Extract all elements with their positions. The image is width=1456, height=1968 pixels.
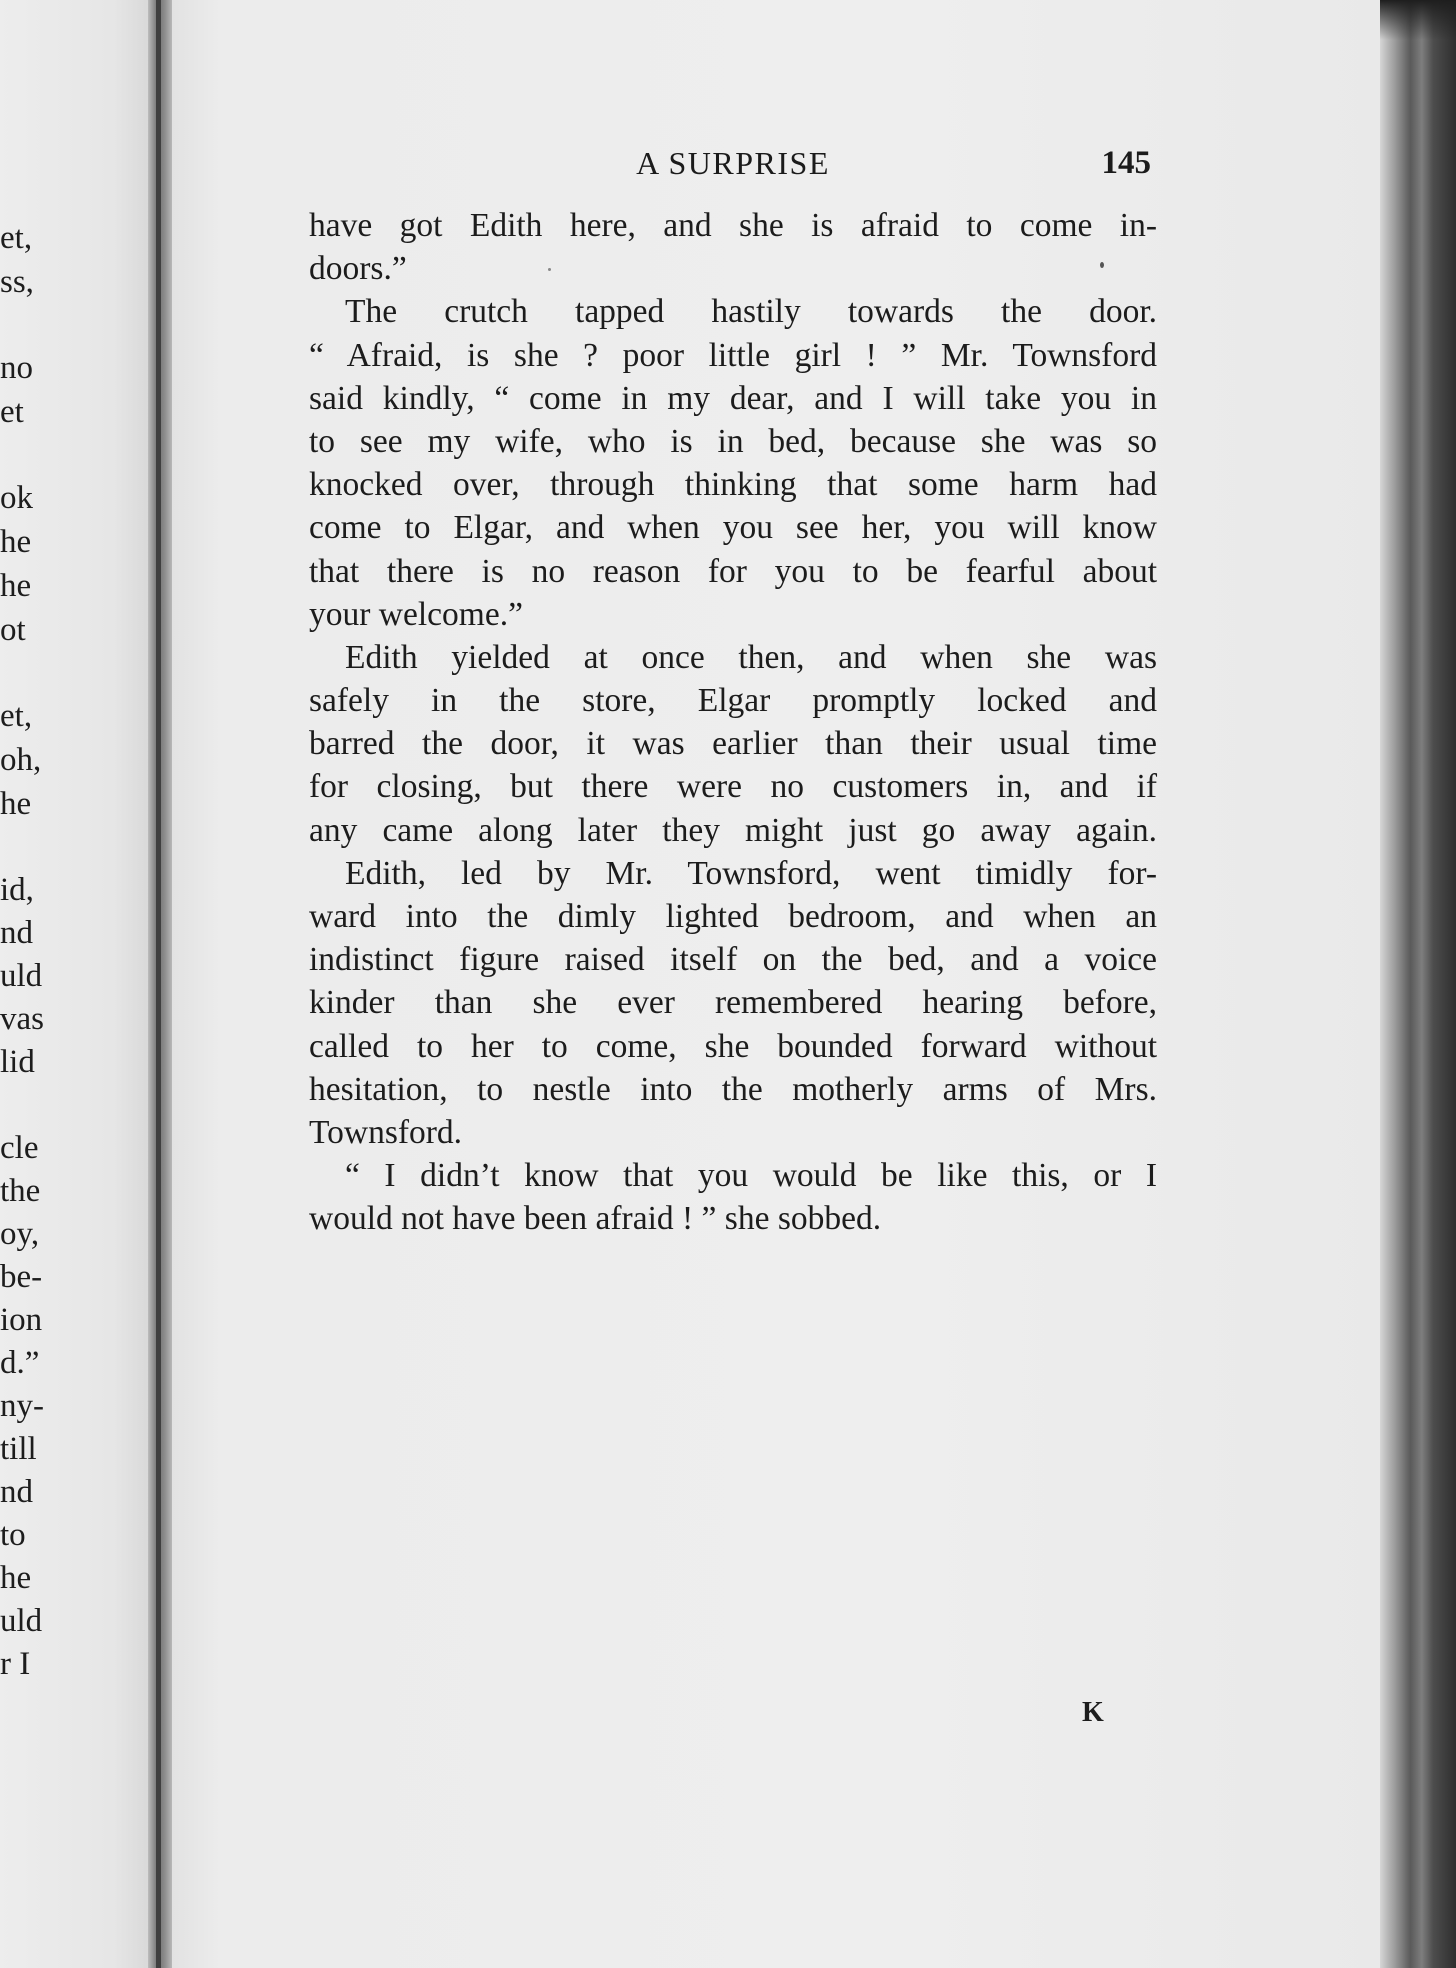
- text-line: The crutch tapped hastily towards the door.: [345, 293, 1157, 331]
- left-fragment: d.”: [0, 1345, 40, 1381]
- text-line: for closing, but there were no customers in, and if: [309, 768, 1157, 806]
- left-fragment: ny-: [0, 1388, 44, 1424]
- print-speck: [1100, 262, 1104, 268]
- text-line: barred the door, it was earlier than their usual time: [309, 725, 1157, 763]
- text-line: Edith yielded at once then, and when she was: [345, 638, 1157, 676]
- text-line: have got Edith here, and she is afraid to come in-: [309, 207, 1157, 244]
- body-text: [309, 204, 1157, 1241]
- left-fragment: no: [0, 350, 33, 386]
- left-fragment: uld: [0, 1603, 43, 1639]
- text-line: “ Afraid, is she ? poor little girl ! ” Mr. Townsford: [309, 336, 1157, 374]
- page-fold-edge: [156, 0, 161, 1968]
- text-line: Edith, led by Mr. Townsford, went timidly for-: [345, 854, 1157, 892]
- text-line: said kindly, “ come in my dear, and I will take you in: [309, 379, 1157, 417]
- left-fragment: id,: [0, 872, 34, 908]
- left-fragment: to: [0, 1517, 26, 1553]
- text-line: knocked over, through thinking that some harm had: [309, 466, 1157, 504]
- text-line: Townsford.: [309, 1113, 463, 1151]
- left-fragment: uld: [0, 958, 43, 994]
- left-fragment: lid: [0, 1044, 35, 1080]
- text-line: indistinct figure raised itself on the bed, and a voice: [309, 941, 1157, 979]
- left-fragment: ot: [0, 612, 26, 648]
- left-fragment: he: [0, 786, 32, 822]
- left-fragment: he: [0, 524, 32, 560]
- previous-page-edge: [0, 0, 162, 1968]
- left-fragment: et,: [0, 220, 33, 256]
- left-fragment: he: [0, 568, 32, 604]
- left-fragment: ss,: [0, 264, 34, 300]
- left-fragment: till: [0, 1431, 37, 1467]
- left-fragment: the: [0, 1173, 41, 1209]
- left-fragment: ion: [0, 1302, 43, 1338]
- text-line: kinder than she ever remembered hearing before,: [309, 984, 1157, 1022]
- print-speck: [548, 268, 551, 271]
- left-fragment: ok: [0, 480, 33, 516]
- left-fragment: vas: [0, 1001, 44, 1037]
- text-line: hesitation, to nestle into the motherly arms of Mrs.: [309, 1070, 1157, 1108]
- left-fragment: oh,: [0, 742, 42, 778]
- text-line: would not have been afraid ! ” she sobbed.: [309, 1200, 882, 1238]
- left-fragment: nd: [0, 915, 33, 951]
- text-line: “ I didn’t know that you would be like this, or I: [345, 1157, 1157, 1195]
- left-fragment: oy,: [0, 1216, 40, 1252]
- running-head: [309, 145, 1157, 185]
- text-line: called to her to come, she bounded forward without: [309, 1027, 1157, 1065]
- left-fragment: et,: [0, 698, 33, 734]
- book-cover-corner: [1380, 0, 1456, 40]
- text-line: doors.”: [309, 250, 407, 288]
- text-line: safely in the store, Elgar promptly locked and: [309, 682, 1157, 720]
- left-fragment: cle: [0, 1130, 39, 1166]
- left-fragment: nd: [0, 1474, 33, 1510]
- book-page-block-edge: [1380, 0, 1456, 1968]
- left-fragment: be-: [0, 1259, 43, 1295]
- left-fragment: he: [0, 1560, 32, 1596]
- text-line: your welcome.”: [309, 595, 523, 633]
- running-title: A SURPRISE: [636, 145, 830, 181]
- text-line: that there is no reason for you to be fearful about: [309, 552, 1157, 590]
- page-number: 145: [1101, 145, 1151, 181]
- left-fragment: r I: [0, 1646, 31, 1682]
- text-line: to see my wife, who is in bed, because she was so: [309, 422, 1157, 460]
- left-fragment: et: [0, 394, 24, 430]
- signature-mark: K: [1082, 1697, 1104, 1728]
- text-line: come to Elgar, and when you see her, you will know: [309, 509, 1157, 547]
- text-line: any came along later they might just go away again.: [309, 811, 1157, 849]
- text-line: ward into the dimly lighted bedroom, and when an: [309, 898, 1157, 935]
